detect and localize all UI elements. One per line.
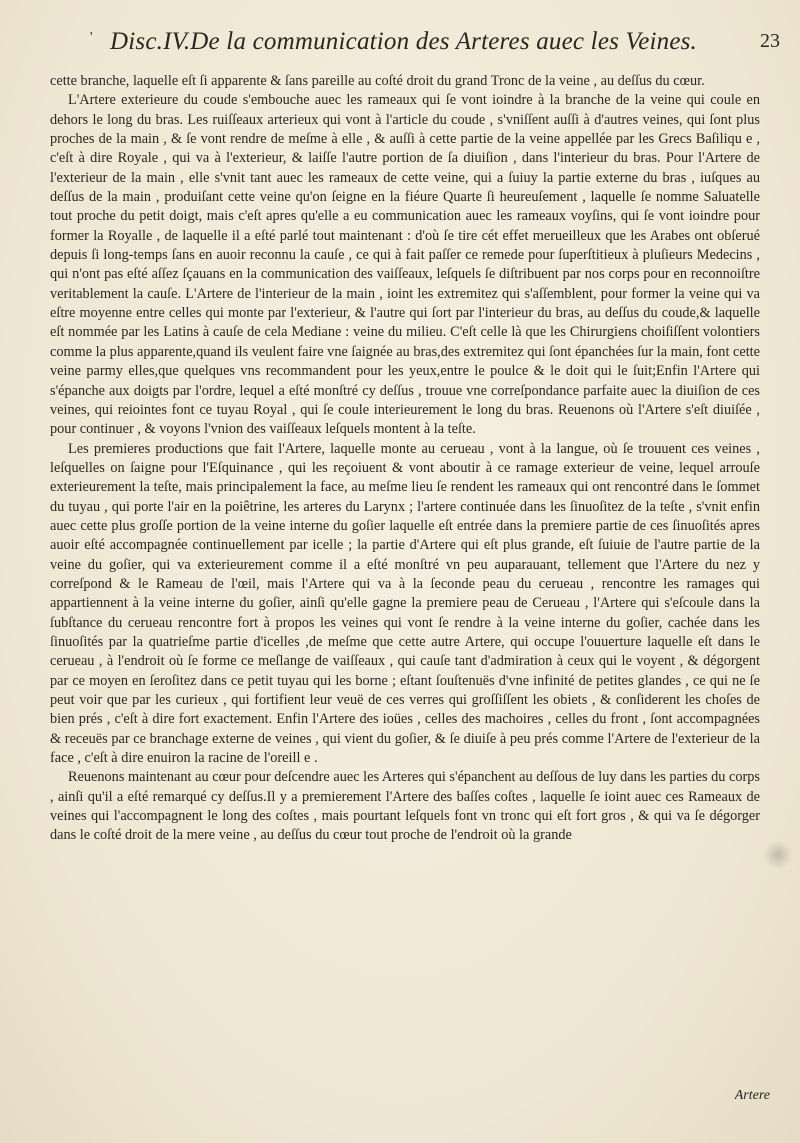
body-text — [50, 72, 760, 846]
paragraph: L'Artere exterieure du coude s'embouche auec les rameaux qui ſe vont ioindre à la branche de la veine qui coule en dehors le long du bras. Les ruiſſeaux arterieux qui vont à l'article du coude , s'vniſſent auſſi à d'autres veines, qui ſont plus proches de la main , & ſe vont rendre de meſme à elle , & auſſi à cette partie de la veine appellée par les Grecs Baſiliqu e , c'eſt à dire Royale , qui va à l'exterieur, & laiſſe l'autre portion de ſa diuiſion , dans l'interieur du bras. Pour l'Artere de l'exterieur de la main , elle s'vnit tant auec les rameaux de cette veine, qui a ſuiuy la partie externe du bras , iuſques au deſſus de la main , produiſant cette veine qu'on ſeigne en la fiéure Quarte ſi heureuſement , laquelle ſe nomme Saluatelle tout proche du petit doigt, mais c'eſt apres qu'elle a eu communication auec les rameaux voyſins, qui ſe vont ioindre pour former la Royalle , de laquelle il a eſté parlé tout maintenant : d'où ſe tire cét effet merueilleux que les Arabes ont obſerué depuis ſi long-temps ſans en auoir reconnu la cauſe , ce qui à fait paſſer ce remede pour ſuperſtitieux à pluſieurs Medecins , qui n'ont pas eſté aſſez ſçauans en la communication des vaiſſeaux, leſquels ſe diſtribuent par nos corps pour en reconnoiſtre veritablement la cauſe. L'Artere de l'interieur de la main , ioint les extremitez qui s'aſſemblent, pour former la veine qui va eſtre moyenne entre celles qui monte par l'exterieur, & l'autre qui ſort par l'interieur du bras, au deſſus du coude,& laquelle eſt nommée par les Latins à cauſe de cela Mediane : veine du milieu. C'eſt celle là que les Chirurgiens choiſiſſent volontiers comme la plus apparente,quand ils veulent faire vne ſaignée au bras,des extremitez qui ſont épanchées ſur la main, font cette veine parmy elles,que quelques vns recommandent pour les yeux,entre le poulce & le doit qui le ſuit;Enfin l'Artere qui s'épanche aux doigts par l'ordre, lequel a eſté monſtré cy deſſus , trouue vne correſpondance parfaite auec la diuiſion de ces veines, qui reiointes font ce tuyau Royal , qui ſe coule interieurement le long du bras. Reuenons où l'Artere s'eſt diuiſée , pour continuer , & voyons l'vnion des vaiſſeaux leſquels montent à la teſte. — [50, 92, 760, 438]
running-title: Disc.IV.De la communication des Arteres auec les Veines. — [110, 28, 698, 55]
running-header — [90, 28, 780, 62]
paragraph: Les premieres productions que fait l'Artere, laquelle monte au cerueau , vont à la langue, où ſe trouuent ces veines , leſquelles on ſaigne pour l'Eſquinance , qui les reçoiuent & vont aboutir à ce ramage exterieur de veine, lequel arrouſe exterieurement la teſte, mais principalement la face, au meſme lieu ſe rendent les rameaux qui ont rencontré dans le ſommet du tuyau , qui porte l'air en la poiêtrine, les arteres du Larynx ; l'artere continuée dans les ſinuoſitez de la teſte , s'vnit enfin auec cette plus groſſe portion de la veine interne du goſier laquelle eſt entrée dans la premiere partie de ces ſinuoſités apres auoir eſté accompagnée continuellement par icelle ; la partie d'Artere qui eſt plus grande, eſt ſuiuie de l'autre partie de la veine du goſier, qui va exterieurement comme il a eſté monſtré vn peu auparauant, tellement que l'Artere du nez y correſpond & le Rameau de l'œil, mais l'Artere qui va à la ſeconde peau du cerueau , rencontre les ramages qui appartiennent à la veine interne du goſier, ainſi qu'elle gagne la premiere peau de Cerueau , l'Artere qui s'eſcoule dans la ſubſtance du cerueau rencontre fort à propos les veines qui vont ſe rendre à la veine interne du goſier, cachée dans les ſinuoſités par la quatrieſme partie d'icelles ,de meſme que cette autre Artere, qui occupe l'ouuerture laquelle eſt dans le cerueau , à l'endroit où ſe forme ce meſlange de vaiſſeaux , qui cauſe tant d'admiration à ceux qui le voyent , & dégorgent par ce moyen en ſeroſitez dans ce petit tuyau qui les borne ; eſtant ſouſtenuës d'vne infinité de petites glandes , ce qui ne ſe peut voir que par les curieux , qui fortifient leur veuë de ces verres qui groſſiſſent les obiets , & conſiderent les choſes de bien prés , c'eſt à dire fort exactement. Enfin l'Artere des ioües , celles des machoires , celles du front , ſont accompagnées & receuës par ce branchage externe de veines , qui vient du goſier, & ſe diuiſe à peu prés comme l'Artere de l'exterieur de la face , c'eſt à dire enuiron la racine de l'oreill e . — [50, 440, 760, 767]
paper-stain — [764, 840, 792, 870]
page-number: 23 — [760, 30, 780, 52]
header-mark: ' — [90, 30, 93, 45]
catchword: Artere — [734, 1088, 770, 1103]
paragraph: Reuenons maintenant au cœur pour deſcendre auec les Arteres qui s'épanchent au deſſous de luy dans les parties du corps , ainſi qu'il a eſté remarqué cy deſſus.Il y a premierement l'Artere des baſſes coſtes , laquelle ſe ioint auec ces Rameaux de veines qui l'accompagnent le long des coſtes , mais pourtant leſquels font vn tronc qui eſt fort gros , & qui va ſe dégorger dans le coſté droit de la mere veine , au deſſus du cœur tout proche de l'endroit où la grande — [50, 769, 760, 844]
paragraph: cette branche, laquelle eſt ſi apparente & ſans pareille au coſté droit du grand Tronc de la veine , au deſſus du cœur. — [50, 73, 705, 89]
